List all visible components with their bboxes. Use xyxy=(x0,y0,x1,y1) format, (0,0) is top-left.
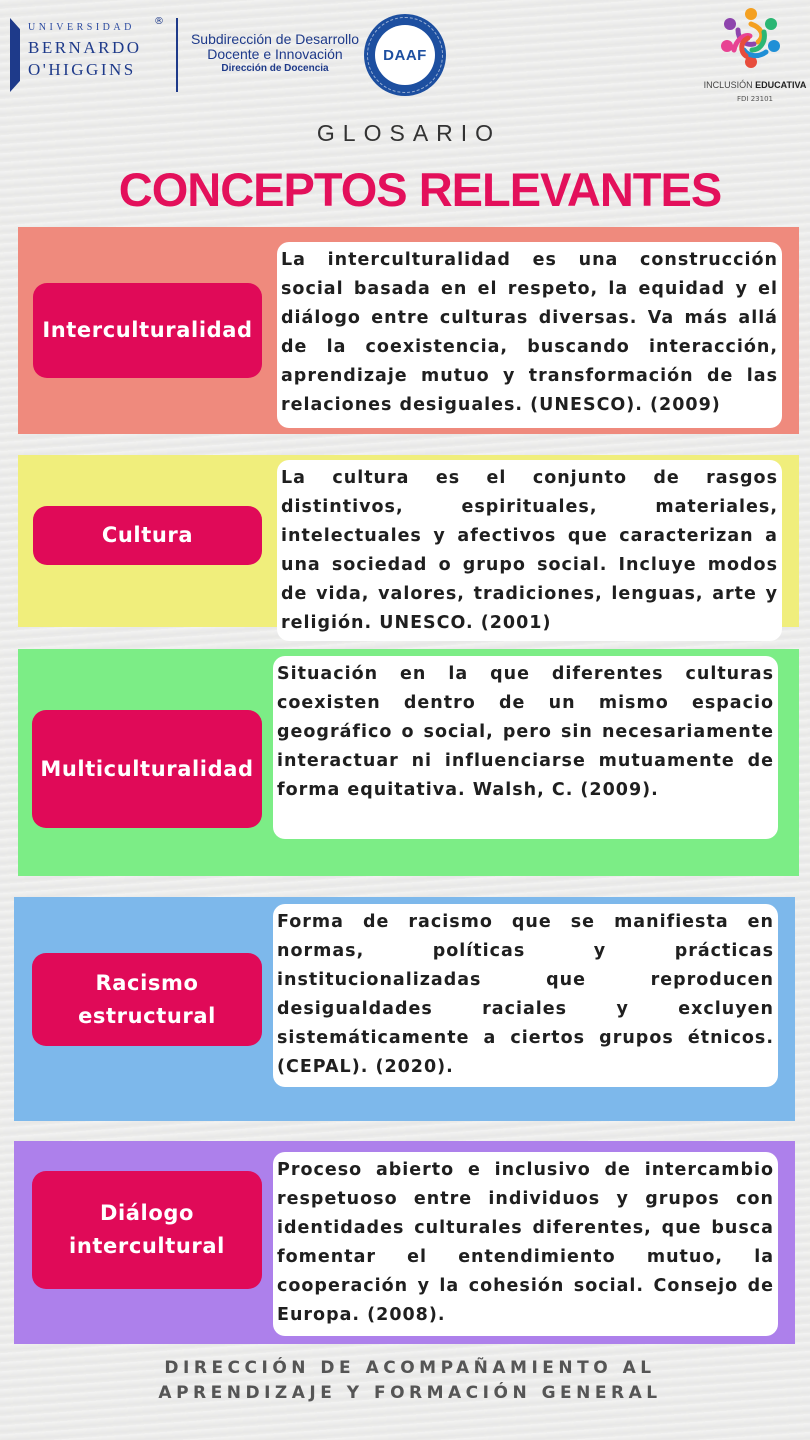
subdireccion-line3: Dirección de Docencia xyxy=(221,63,329,74)
university-name-line1: BERNARDO xyxy=(28,38,142,57)
inclusion-educativa-logo xyxy=(700,6,810,106)
subdireccion-line2: Docente e Innovación xyxy=(207,46,343,62)
definition-dialogo-intercultural: Proceso abierto e inclusivo de intercambio respetuoso entre individuos y grupos con identidades culturales diferentes, que busca fomentar el entendimiento mutuo, la cooperación y la cohesión social. Consejo de Europa. (2008). xyxy=(273,1152,778,1336)
definition-interculturalidad: La interculturalidad es una construcción social basada en el respeto, la equidad y el diálogo entre culturas diversas. Va más allá de la coexistencia, buscando interacción, aprendizaje mutuo y transformación de las relaciones desiguales. (UNESCO). (2009) xyxy=(277,242,782,428)
header-divider xyxy=(176,18,178,92)
subdireccion-block xyxy=(186,32,364,76)
definition-racismo-estructural: Forma de racismo que se manifiesta en normas, políticas y prácticas institucionalizadas que reproducen desigualdades raciales y excluyen sistemáticamente a ciertos grupos étnicos. (CEPAL). (2020). xyxy=(273,904,778,1087)
term-dialogo-intercultural: Diálogo intercultural xyxy=(32,1171,262,1289)
term-multiculturalidad: Multiculturalidad xyxy=(32,710,262,828)
university-logo-bar xyxy=(10,18,20,92)
term-racismo-estructural: Racismo estructural xyxy=(32,953,262,1046)
term-interculturalidad: Interculturalidad xyxy=(33,283,262,378)
footer-text: DIRECCIÓN DE ACOMPAÑAMIENTO AL APRENDIZAJE Y FORMACIÓN GENERAL xyxy=(158,1358,662,1403)
inclusion-label-bold: EDUCATIVA xyxy=(755,80,807,90)
inclusion-label xyxy=(700,80,810,90)
inclusion-code: FDI 23101 xyxy=(737,95,773,103)
registered-mark: ® xyxy=(154,16,164,27)
subdireccion-line1: Subdirección de Desarrollo xyxy=(190,31,360,47)
daaf-logo xyxy=(364,14,446,96)
inclusion-people-icon xyxy=(718,6,784,74)
daaf-logo-label: DAAF xyxy=(383,46,427,64)
definition-multiculturalidad: Situación en la que diferentes culturas coexisten dentro de un mismo espacio geográfico o social, pero sin necesariamente interactuar ni influenciarse mutuamente de forma equitativa. Walsh, C. (2009). xyxy=(273,656,778,839)
inclusion-label-regular: INCLUSIÓN xyxy=(703,80,756,90)
university-small-label: UNIVERSIDAD xyxy=(28,22,135,33)
daaf-logo-ring xyxy=(367,17,443,93)
term-cultura: Cultura xyxy=(33,506,262,565)
glosario-overline: GLOSARIO xyxy=(316,120,502,146)
university-name-line2: O'HIGGINS xyxy=(28,60,136,79)
definition-cultura: La cultura es el conjunto de rasgos distintivos, espirituales, materiales, intelectuales y afectivos que caracterizan a una sociedad o grupo social. Incluye modos de vida, valores, tradiciones, lenguas, arte y religión. UNESCO. (2001) xyxy=(277,460,782,641)
university-logo xyxy=(10,16,175,94)
page-title: CONCEPTOS RELEVANTES xyxy=(118,163,722,216)
